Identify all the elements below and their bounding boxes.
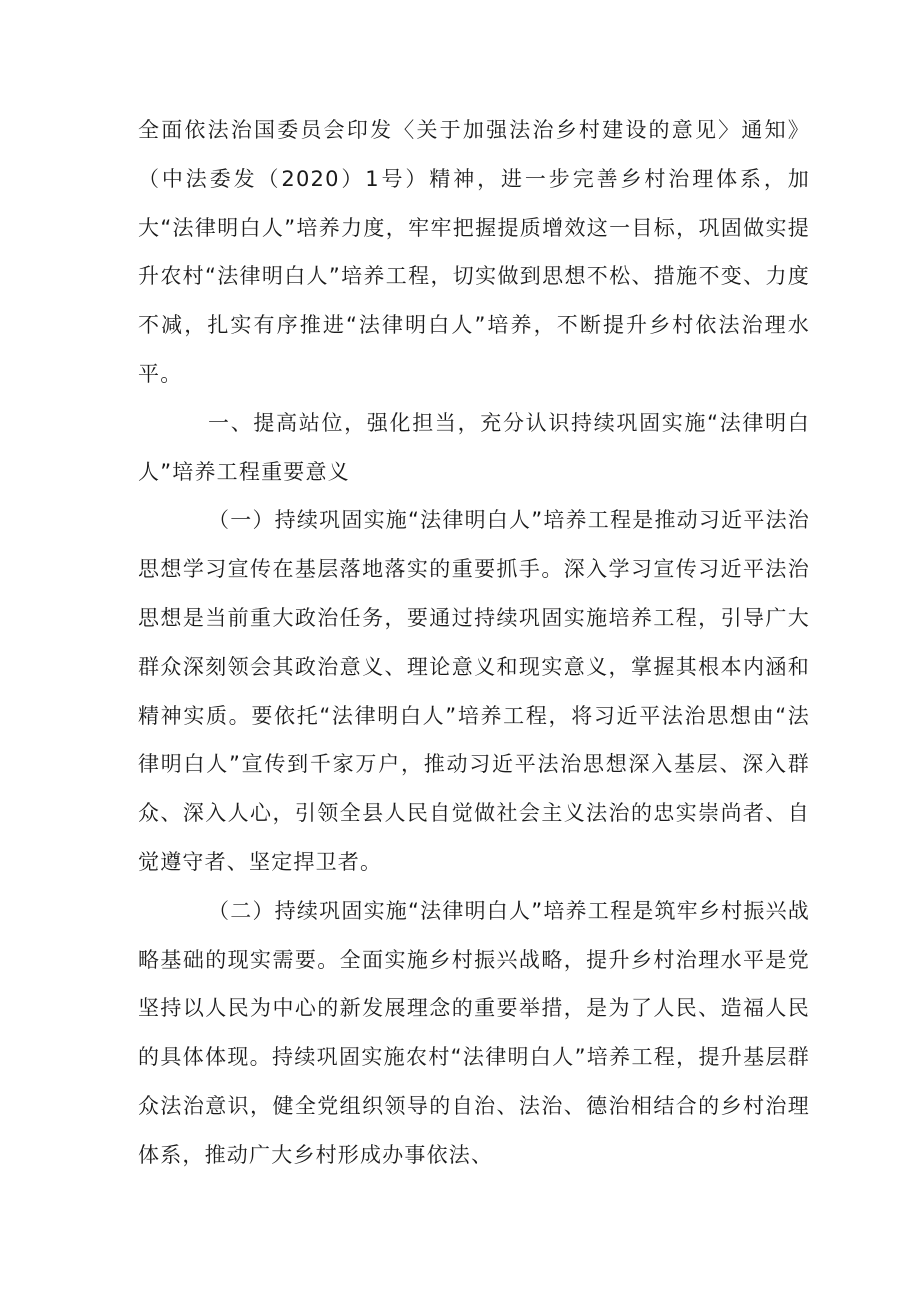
section-1-item-1-paragraph: （一）持续巩固实施“法律明白人”培养工程是推动习近平法治思想学习宣传在基层落地落实的重要抓手。深入学习宣传习近平法治思想是当前重大政治任务，要通过持续巩固实施培养工程，引导广大群众深刻领会其政治意义、理论意义和现实意义，掌握其根本内涵和精神实质。要依托“法律明白人”培养工程，将习近平法治思想由“法律明白人”宣传到千家万户，推动习近平法治思想深入基层、深入群众、深入人心，引领全县人民自觉做社会主义法治的忠实崇尚者、自觉遵守者、坚定捍卫者。 — [138, 508, 810, 874]
document-body — [138, 106, 810, 1180]
section-1-heading: 一、提高站位，强化担当，充分认识持续巩固实施“法律明白人”培养工程重要意义 — [138, 410, 810, 484]
intro-paragraph: 全面依法治国委员会印发〈关于加强法治乡村建设的意见〉通知》（中法委发（2020）1号）精神，进一步完善乡村治理体系，加大“法律明白人”培养力度，牢牢把握提质增效这一目标，巩固做实提升农村“法律明白人”培养工程，切实做到思想不松、措施不变、力度不减，扎实有序推进“法律明白人”培养，不断提升乡村依法治理水平。 — [138, 118, 810, 386]
section-1-item-2-paragraph: （二）持续巩固实施“法律明白人”培养工程是筑牢乡村振兴战略基础的现实需要。全面实施乡村振兴战略，提升乡村治理水平是党坚持以人民为中心的新发展理念的重要举措，是为了人民、造福人民的具体体现。持续巩固实施农村“法律明白人”培养工程，提升基层群众法治意识，健全党组织领导的自治、法治、德治相结合的乡村治理体系，推动广大乡村形成办事依法、 — [138, 898, 810, 1167]
